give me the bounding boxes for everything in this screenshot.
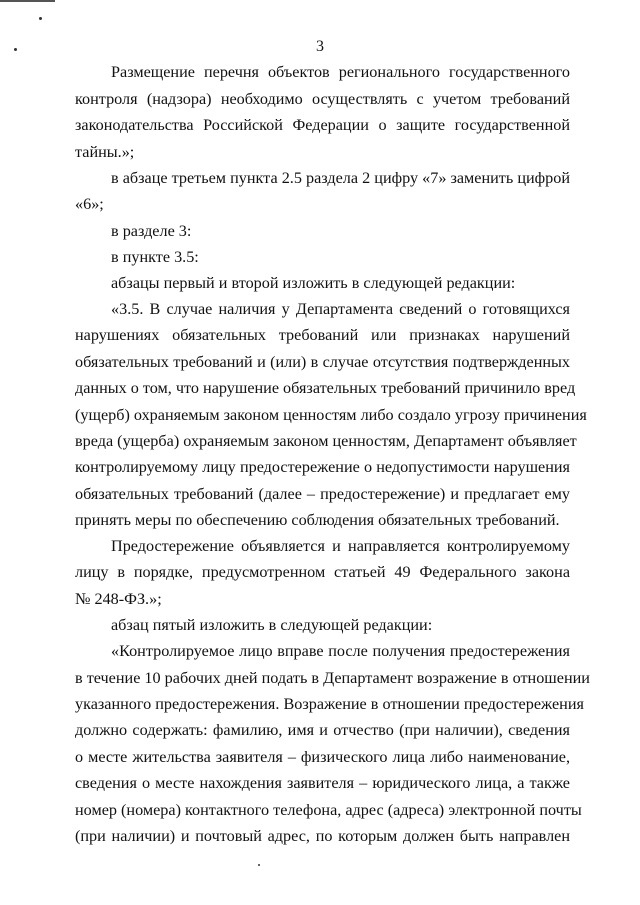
text-line: «6»;: [75, 195, 104, 213]
scan-speck: [258, 864, 260, 866]
text-line: Размещение перечня объектов регионального государственного: [111, 63, 570, 81]
text-line: «3.5. В случае наличия у Департамента сведений о готовящихся: [111, 300, 570, 318]
text-line: должно содержать: фамилию, имя и отчество (при наличии), сведения: [75, 721, 570, 739]
text-line: вреда (ущерба) охраняемым законом ценностям, Департамент объявляет: [75, 432, 577, 450]
text-line: (ущерб) охраняемым законом ценностям либо создало угрозу причинения: [75, 406, 587, 424]
text-line: абзац пятый изложить в следующей редакции:: [111, 616, 433, 634]
text-line: № 248-ФЗ.»;: [75, 590, 162, 608]
text-line: (при наличии) и почтовый адрес, по которым должен быть направлен: [75, 827, 570, 845]
text-line: указанного предостережения. Возражение в отношении предостережения: [75, 695, 584, 713]
text-line: сведения о месте нахождения заявителя – юридического лица, а также: [75, 774, 570, 792]
text-line: в разделе 3:: [111, 222, 192, 240]
text-line: лицу в порядке, предусмотренном статьей 49 Федерального закона: [75, 563, 570, 581]
text-line: в течение 10 рабочих дней подать в Департамент возражение в отношении: [75, 669, 590, 687]
text-line: «Контролируемое лицо вправе после получения предостережения: [111, 642, 570, 660]
text-line: о месте жительства заявителя – физического лица либо наименование,: [75, 748, 570, 766]
text-line: обязательных требований и (или) в случае отсутствия подтвержденных: [75, 353, 570, 371]
text-line: абзацы первый и второй изложить в следующей редакции:: [111, 274, 516, 292]
text-line: в абзаце третьем пункта 2.5 раздела 2 цифру «7» заменить цифрой: [111, 169, 570, 187]
text-line: принять меры по обеспечению соблюдения обязательных требований.: [75, 511, 560, 529]
text-line: контролируемому лицу предостережение о недопустимости нарушения: [75, 458, 570, 476]
text-line: данных о том, что нарушение обязательных требований причинило вред: [75, 379, 576, 397]
text-line: законодательства Российской Федерации о защите государственной: [75, 116, 570, 134]
text-line: номер (номера) контактного телефона, адрес (адреса) электронной почты: [75, 801, 582, 819]
page-number: 3: [316, 38, 324, 55]
text-line: тайны.»;: [75, 143, 135, 161]
scan-edge-mark: [0, 0, 55, 2]
text-line: в пункте 3.5:: [111, 248, 199, 266]
scan-speck: [39, 17, 42, 20]
text-line: контроля (надзора) необходимо осуществлять с учетом требований: [75, 90, 570, 108]
text-line: обязательных требований (далее – предостережение) и предлагает ему: [75, 485, 570, 503]
text-line: Предостережение объявляется и направляется контролируемому: [111, 537, 570, 555]
text-line: нарушениях обязательных требований или признаках нарушений: [75, 326, 570, 344]
